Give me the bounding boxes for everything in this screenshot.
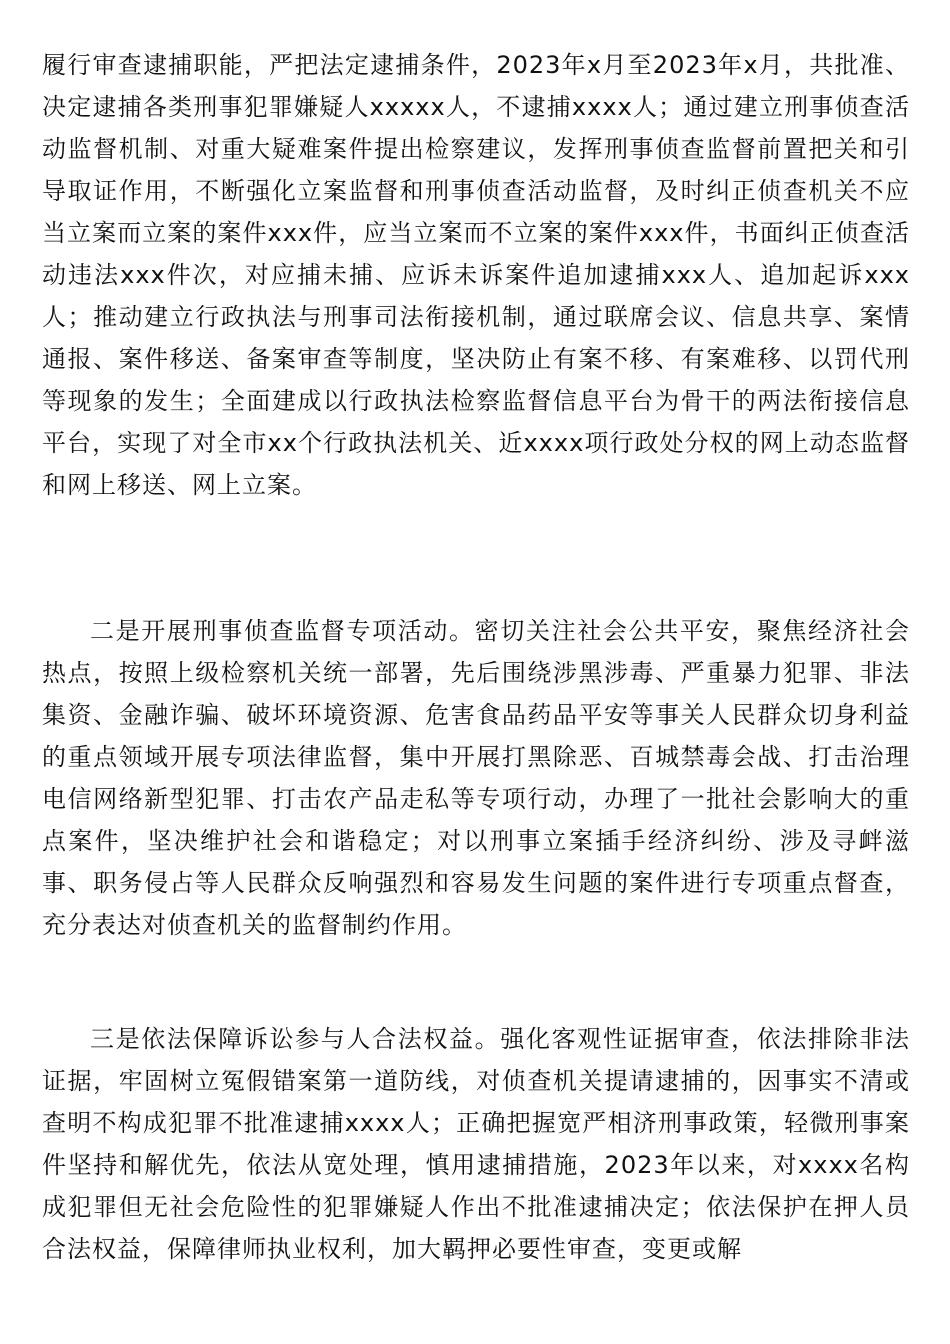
- paragraph-continuation: 履行审查逮捕职能，严把法定逮捕条件，2023年x月至2023年x月，共批准、决定逮捕各类刑事犯罪嫌疑人xxxxx人，不逮捕xxxx人；通过建立刑事侦查活动监督机制、对重大疑难案件提出检察建议，发挥刑事侦查监督前置把关和引导取证作用，不断强化立案监督和刑事侦查活动监督，及时纠正侦查机关不应当立案而立案的案件xxx件，应当立案而不立案的案件xxx件，书面纠正侦查活动违法xxx件次，对应捕未捕、应诉未诉案件追加逮捕xxx人、追加起诉xxx人；推动建立行政执法与刑事司法衔接机制，通过联席会议、信息共享、案情通报、案件移送、备案审查等制度，坚决防止有案不移、有案难移、以罚代刑等现象的发生；全面建成以行政执法检察监督信息平台为骨干的两法衔接信息平台，实现了对全市xx个行政执法机关、近xxxx项行政处分权的网上动态监督和网上移送、网上立案。: [42, 51, 910, 499]
- paragraph-rights-protection: 三是依法保障诉讼参与人合法权益。强化客观性证据审查，依法排除非法证据，牢固树立冤假错案第一道防线，对侦查机关提请逮捕的，因事实不清或查明不构成犯罪不批准逮捕xxxx人；正确把握宽严相济刑事政策，轻微刑事案件坚持和解优先，依法从宽处理，慎用逮捕措施，2023年以来，对xxxx名构成犯罪但无社会危险性的犯罪嫌疑人作出不批准逮捕决定；依法保护在押人员合法权益，保障律师执业权利，加大羁押必要性审查，变更或解: [42, 1025, 910, 1263]
- paragraph-special-campaigns: 二是开展刑事侦查监督专项活动。密切关注社会公共平安，聚焦经济社会热点，按照上级检察机关统一部署，先后围绕涉黑涉毒、严重暴力犯罪、非法集资、金融诈骗、破坏环境资源、危害食品药品平安等事关人民群众切身利益的重点领域开展专项法律监督，集中开展打黑除恶、百城禁毒会战、打击治理电信网络新型犯罪、打击农产品走私等专项行动，办理了一批社会影响大的重点案件，坚决维护社会和谐稳定；对以刑事立案插手经济纠纷、涉及寻衅滋事、职务侵占等人民群众反响强烈和容易发生问题的案件进行专项重点督查，充分表达对侦查机关的监督制约作用。: [42, 617, 910, 939]
